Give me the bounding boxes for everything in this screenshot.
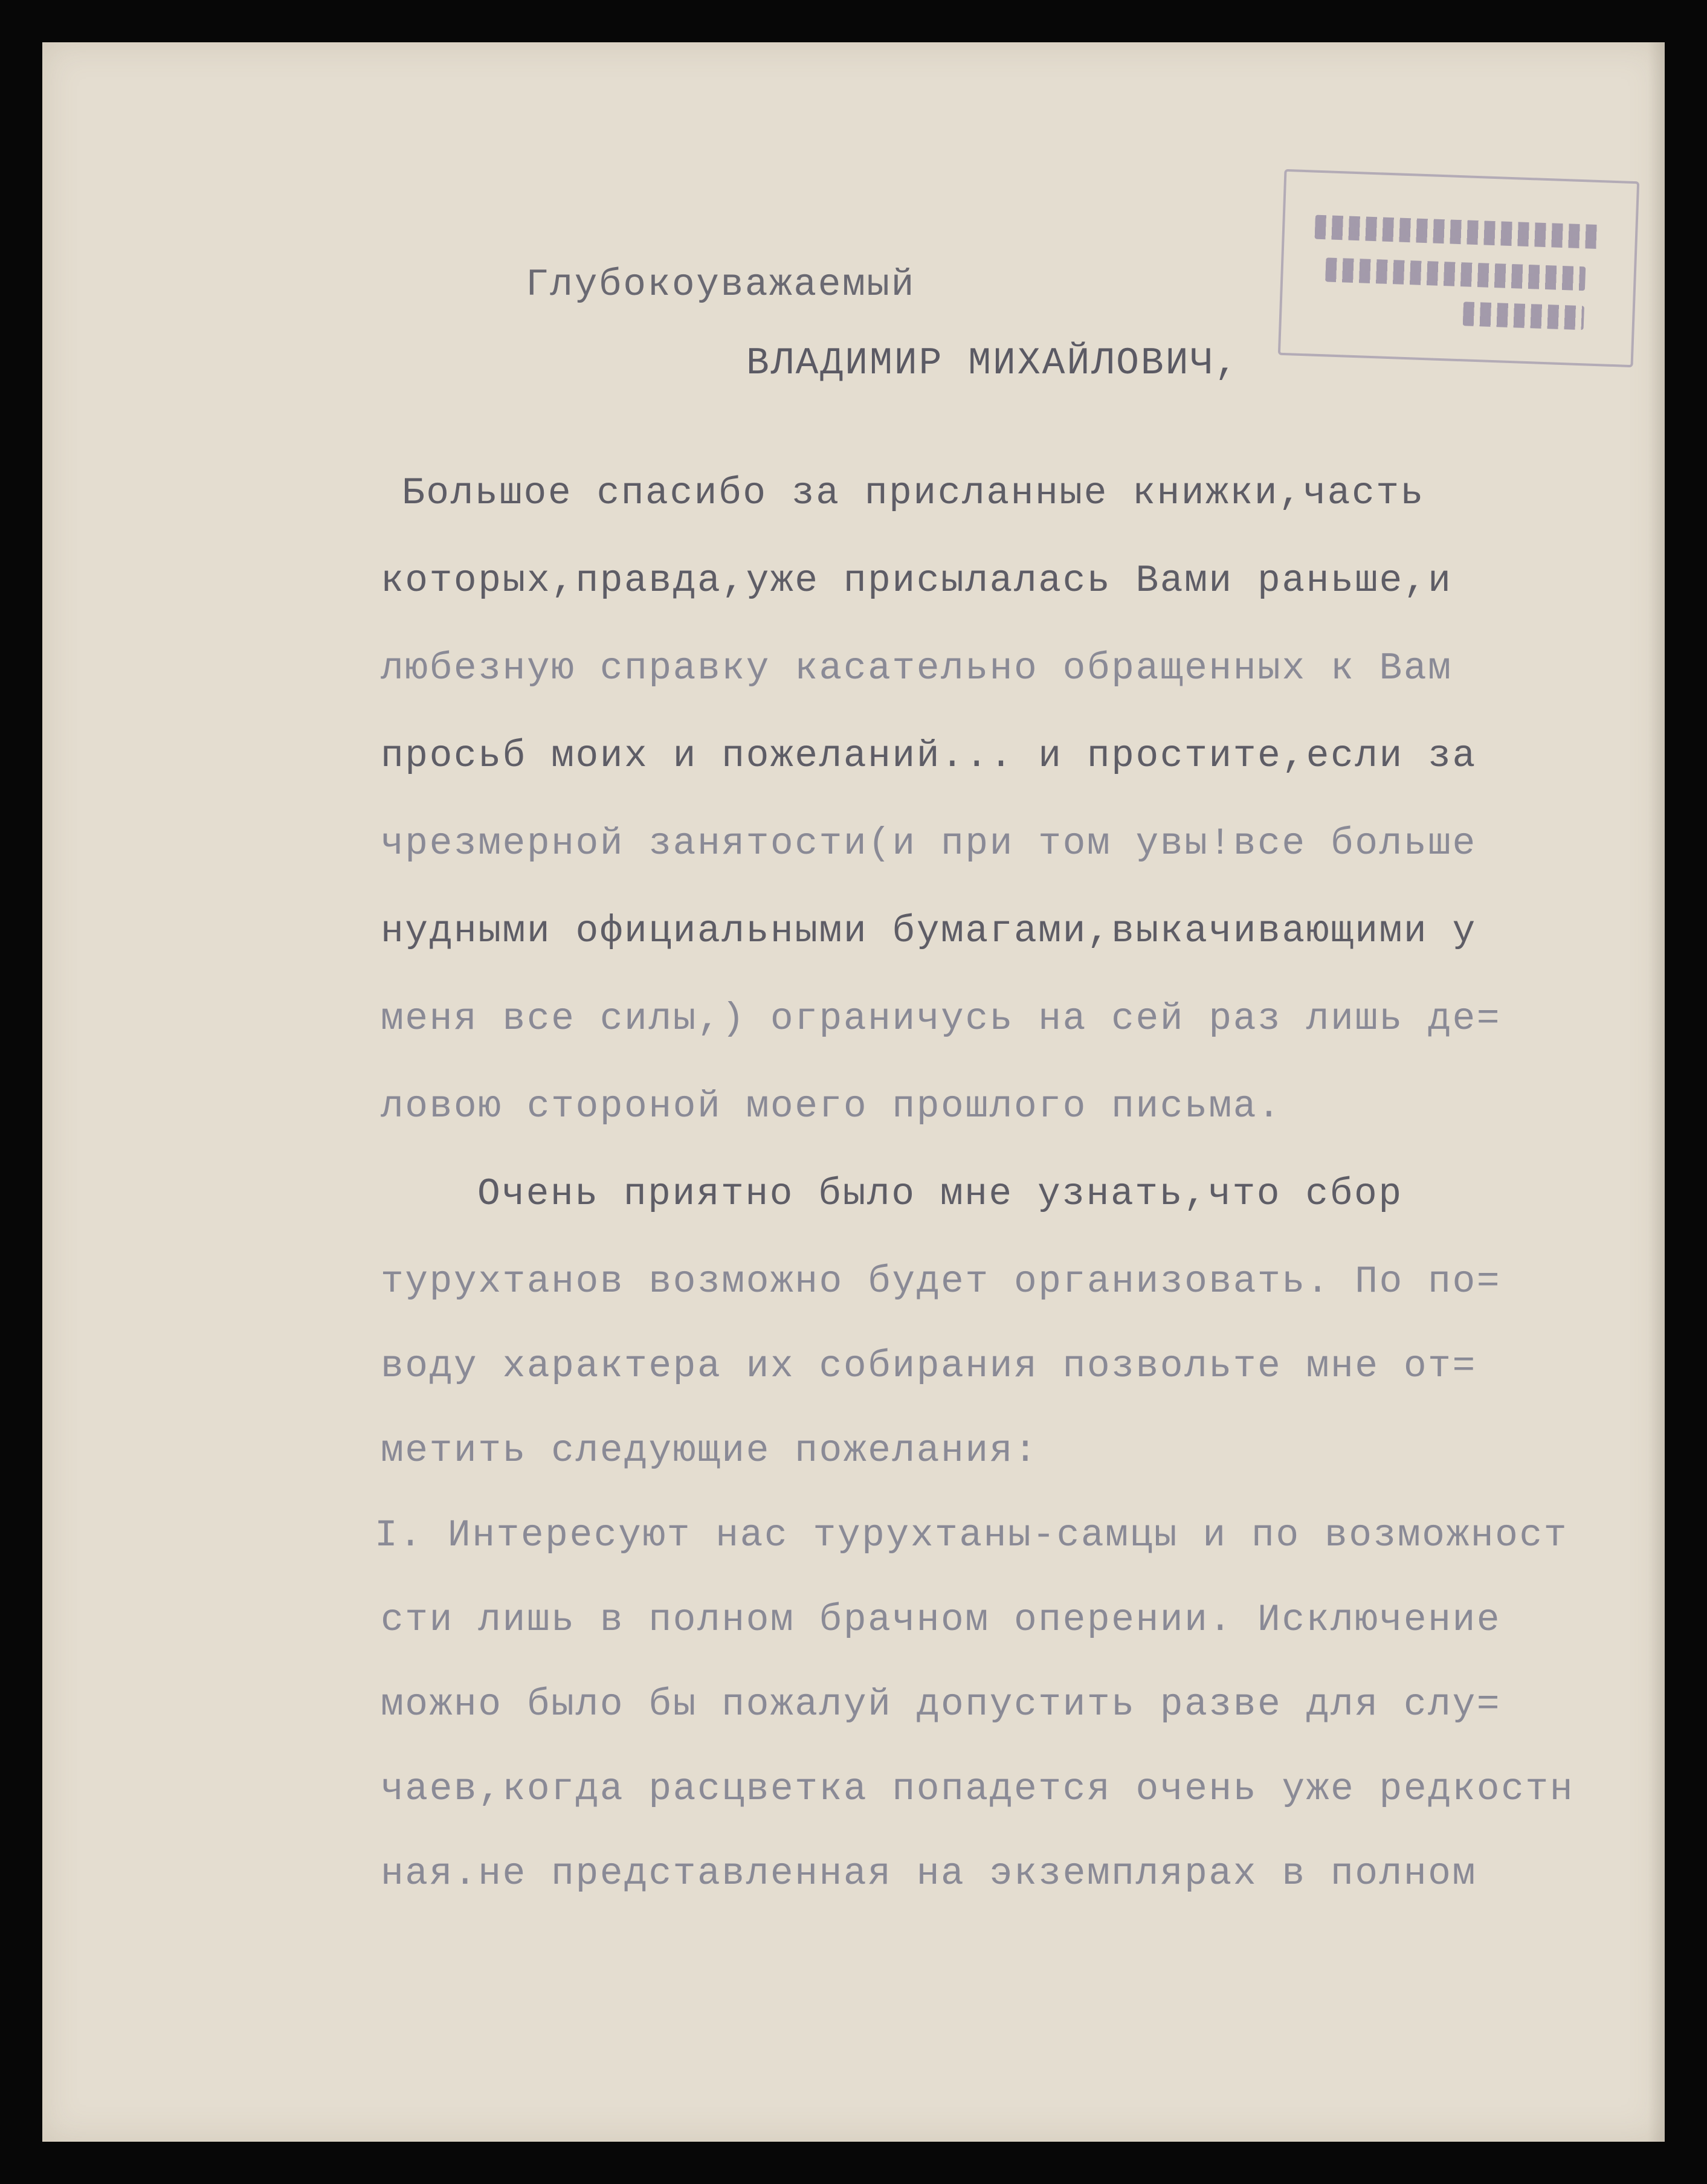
paragraph2-line: турухтанов возможно будет организовать. По по= bbox=[381, 1260, 1502, 1303]
paragraph2-line: Очень приятно было мне узнать,что сбор bbox=[477, 1173, 1403, 1216]
paragraph3-line: ная.не представленная на экземплярах в полном bbox=[381, 1852, 1477, 1895]
paragraph3-line: чаев,когда расцветка попадется очень уже редкостн bbox=[381, 1768, 1575, 1811]
paragraph3-line: I. Интересуют нас турухтаны-самцы и по возможност bbox=[375, 1514, 1569, 1557]
paragraph3-line: можно было бы пожалуй допустить разве для слу= bbox=[381, 1683, 1502, 1726]
paragraph3-line: сти лишь в полном брачном оперении. Исключение bbox=[381, 1599, 1502, 1641]
stamp-text-smudge bbox=[1463, 301, 1584, 330]
paragraph1-line: меня все силы,) ограничусь на сей раз лишь де= bbox=[381, 997, 1502, 1040]
paragraph1-line: Большое спасибо за присланные книжки,часть bbox=[402, 472, 1425, 515]
page-edge-shadow bbox=[1648, 42, 1665, 2142]
paragraph1-line: чрезмерной занятости(и при том увы!все больше bbox=[381, 822, 1477, 865]
stamp-text-smudge bbox=[1325, 257, 1586, 291]
stamp-text-smudge bbox=[1315, 215, 1599, 249]
archive-stamp-icon bbox=[1278, 169, 1639, 367]
paragraph1-line: просьб моих и пожеланий... и простите,если за bbox=[381, 735, 1477, 778]
paragraph2-line: воду характера их собирания позвольте мне от= bbox=[381, 1345, 1477, 1388]
paragraph1-line: любезную справку касательно обращенных к Вам bbox=[381, 647, 1453, 690]
paragraph1-line: ловою стороной моего прошлого письма. bbox=[381, 1085, 1282, 1128]
paragraph1-line: которых,правда,уже присылалась Вами раньше,и bbox=[381, 559, 1453, 602]
paragraph2-line: метить следующие пожелания: bbox=[381, 1429, 1039, 1472]
paragraph1-line: нудными официальными бумагами,выкачивающими у bbox=[381, 910, 1477, 953]
document-page bbox=[42, 42, 1665, 2142]
salutation: Глубокоуважаемый bbox=[526, 263, 915, 306]
addressee: ВЛАДИМИР МИХАЙЛОВИЧ, bbox=[746, 342, 1240, 385]
